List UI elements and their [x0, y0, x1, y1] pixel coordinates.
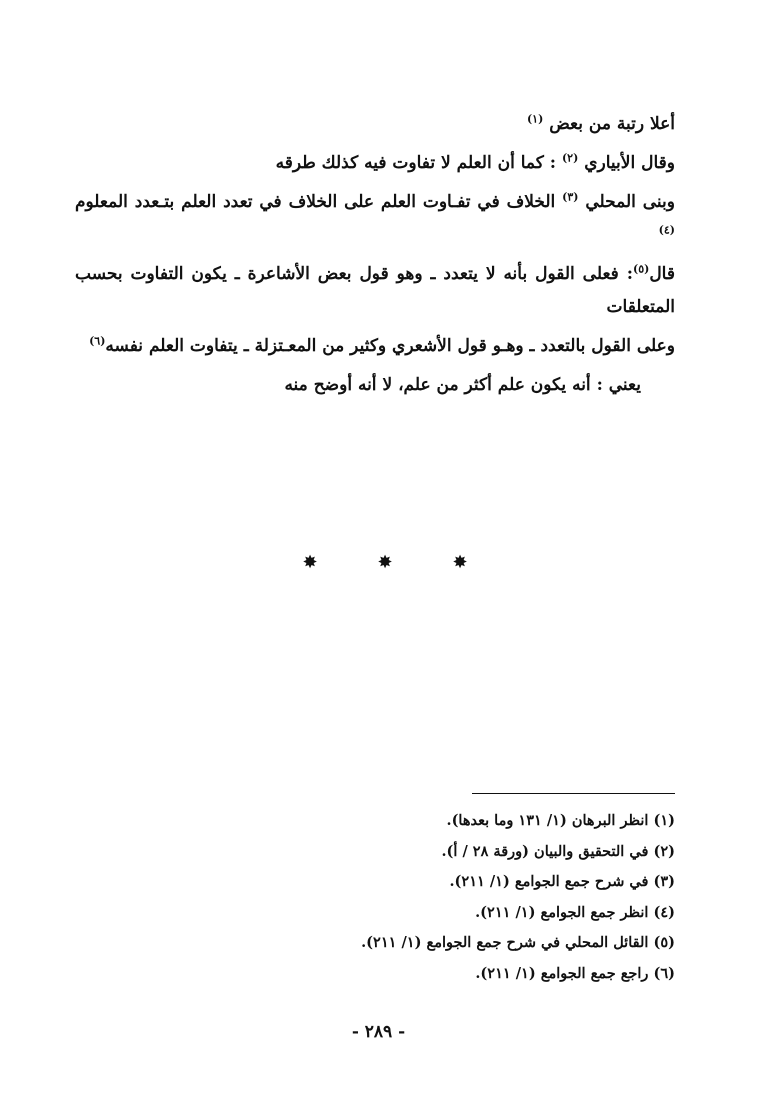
paragraph-6-text: يعني : أنه يكون علم أكثر من علم، لا أنه أوضح منه: [284, 375, 641, 395]
footnote-2: (٢) في التحقيق والبيان (ورقة ٢٨ / أ).: [441, 842, 675, 860]
footnotes-list: [175, 806, 675, 989]
paragraph-1-text: أعلا رتبة من بعض: [549, 114, 675, 134]
footnote-4: (٤) انظر جمع الجوامع (١/ ٢١١).: [475, 903, 675, 921]
asterism-icon: ✸: [302, 552, 318, 573]
main-text-body: [75, 108, 675, 408]
paragraph-3-text-a: وبنى المحلي: [585, 192, 675, 212]
footnote-ref-5: (٥): [632, 262, 650, 276]
footnote-divider: [472, 793, 675, 794]
paragraph-4: [75, 258, 675, 324]
footnote-5: (٥) القائل المحلي في شرح جمع الجوامع (١/ ٢١١).: [361, 934, 675, 951]
footnote-6: (٦) راجع جمع الجوامع (١/ ٢١١).: [475, 964, 675, 982]
paragraph-4-text-b: : فعلى القول بأنه لا يتعدد ـ وهو قول بعض الأشاعرة ـ يكون التفاوت بحسب المتعلقات: [75, 264, 675, 317]
paragraph-3: [75, 186, 675, 252]
footnote-ref-6: (٦): [89, 334, 106, 348]
paragraph-3-text-b: الخلاف في تفـاوت العلم على الخلاف في تعدد العلم بتـعدد المعلوم: [75, 192, 556, 212]
paragraph-5: [75, 330, 675, 363]
page-number: - ٢٨٩ -: [351, 1022, 406, 1042]
paragraph-2-text-b: : كما أن العلم لا تفاوت فيه كذلك طرقه: [275, 153, 557, 173]
asterism-icon: ✸: [452, 552, 468, 573]
footnote-3: (٣) في شرح جمع الجوامع (١/ ٢١١).: [449, 873, 675, 890]
footnote-ref-3: (٣): [562, 190, 579, 204]
paragraph-2: [75, 147, 675, 180]
asterism-icon: ✸: [377, 552, 393, 573]
section-separator: [300, 552, 470, 573]
paragraph-5-text: وعلى القول بالتعدد ـ وهـو قول الأشعري وكثير من المعـتزلة ـ يتفاوت العلم نفسه: [105, 336, 675, 356]
paragraph-1: [75, 108, 675, 141]
footnote-ref-1: (١): [526, 112, 544, 126]
footnote-ref-2: (٢): [561, 151, 579, 165]
paragraph-2-text-a: وقال الأبياري: [584, 153, 675, 173]
paragraph-4-text-a: قال: [649, 264, 675, 284]
footnote-1: (١) انظر البرهان (١/ ١٣١ وما بعدها).: [446, 812, 675, 829]
footnote-ref-4: (٤): [658, 223, 675, 237]
paragraph-6: [75, 369, 675, 402]
